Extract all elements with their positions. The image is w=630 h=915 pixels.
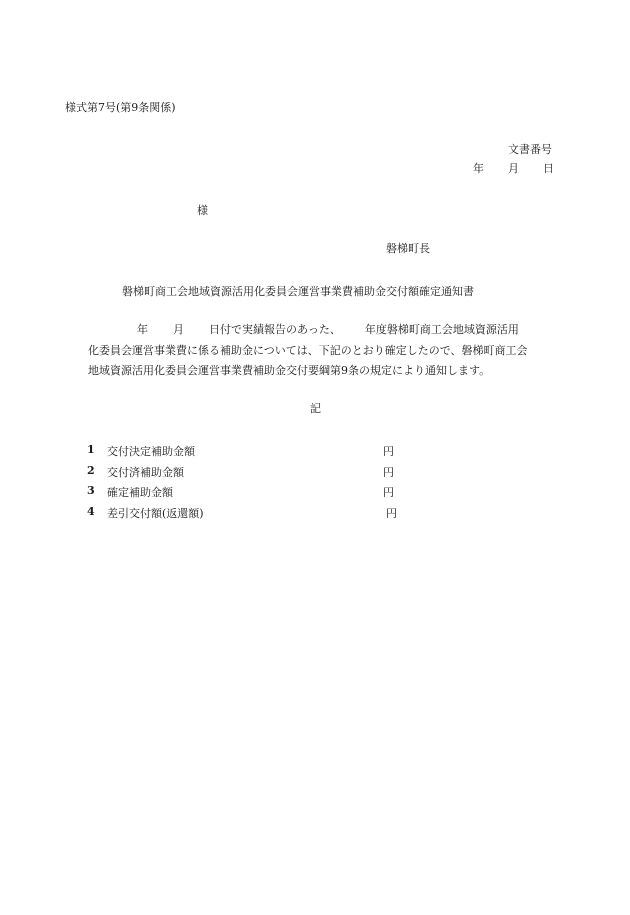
date-line xyxy=(473,162,554,176)
body-tail: 年度磐梯町商工会地域資源活用 xyxy=(364,323,519,336)
item-number: 3 xyxy=(87,484,95,497)
body-line-3: 地域資源活用化委員会運営事業費補助金交付要綱第9条の規定により通知します。 xyxy=(88,364,491,377)
item-number: 1 xyxy=(87,443,95,456)
body-paragraph xyxy=(90,320,560,382)
item-unit: 円 xyxy=(383,465,394,479)
body-rest: 日付で実績報告のあった、 xyxy=(209,323,341,336)
body-year: 年 xyxy=(137,323,148,336)
date-year: 年 xyxy=(473,162,484,175)
document-title: 磐梯町商工会地域資源活用化委員会運営事業費補助金交付額確定通知書 xyxy=(122,285,474,298)
date-month: 月 xyxy=(508,162,519,175)
body-line-2: 化委員会運営事業費に係る補助金については、下記のとおり確定したので、磐梯町商工会 xyxy=(88,343,528,357)
item-label: 交付済補助金額 xyxy=(107,465,184,479)
ki-heading: 記 xyxy=(310,402,321,415)
item-unit: 円 xyxy=(383,486,394,499)
item-label: 差引交付額(返還額) xyxy=(107,506,204,520)
item-unit: 円 xyxy=(386,506,397,520)
item-label: 確定補助金額 xyxy=(107,486,173,499)
document-number-label: 文書番号 xyxy=(508,143,552,156)
body-line-1 xyxy=(137,320,560,341)
addressee: 様 xyxy=(197,204,208,217)
item-number: 4 xyxy=(87,504,95,518)
item-label: 交付決定補助金額 xyxy=(107,445,195,458)
item-unit: 円 xyxy=(383,445,394,458)
issuer: 磐梯町長 xyxy=(386,242,430,255)
item-number: 2 xyxy=(87,463,95,477)
date-day: 日 xyxy=(543,162,554,175)
body-month: 月 xyxy=(173,323,184,336)
form-number: 様式第7号(第9条関係) xyxy=(65,101,176,114)
